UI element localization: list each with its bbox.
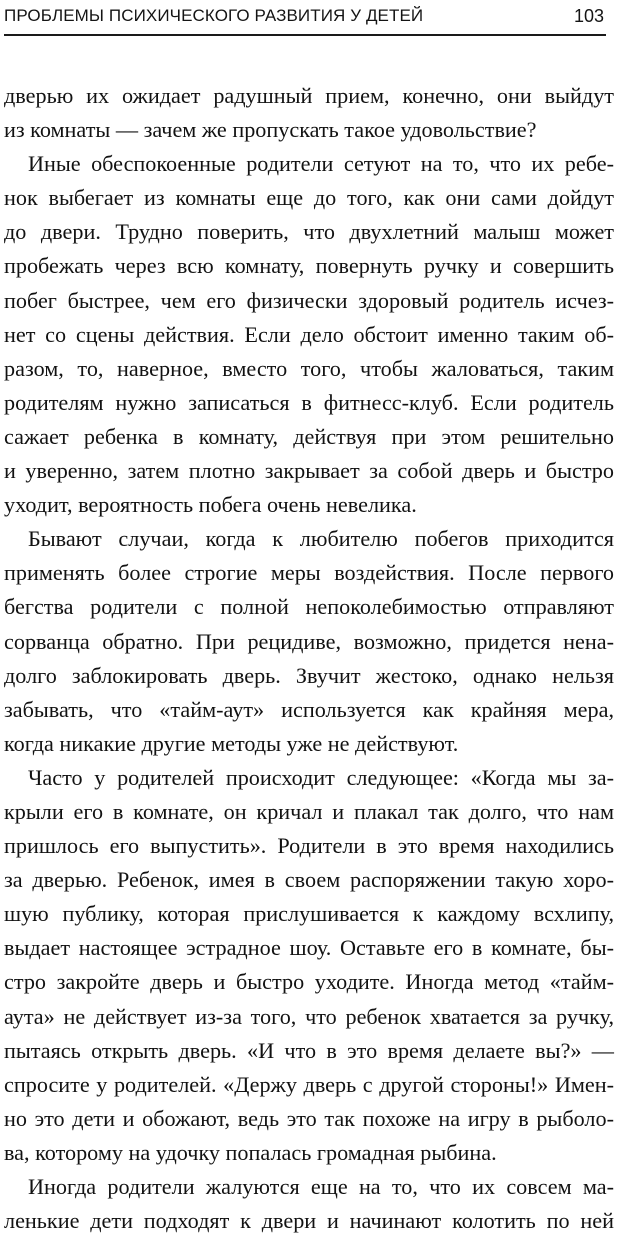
text-line: бегства родители с полной непоколебимостью отправляют (4, 594, 614, 620)
text-line: шую публику, которая прислушивается к каждому всхлипу, (4, 901, 614, 927)
page-number: 103 (573, 6, 604, 26)
text-line: стро закройте дверь и быстро уходите. Иногда метод «тайм- (4, 969, 614, 995)
body-text (4, 79, 614, 1238)
text-line: когда никакие другие методы уже не действуют. (4, 730, 459, 756)
running-head (4, 4, 606, 36)
text-line: ва, которому на удочку попалась громадная рыбина. (4, 1139, 497, 1165)
text-line: пришлось его выпустить». Родители в это время находились (4, 833, 614, 859)
text-line: крыли его в комнате, он кричал и плакал так долго, что нам (4, 798, 614, 824)
text-line: до двери. Трудно поверить, что двухлетний малыш может (4, 219, 614, 245)
text-line: нет со сцены действия. Если дело обстоит именно таким об- (4, 321, 614, 347)
text-line: уходит, вероятность побега очень невелика. (4, 492, 417, 518)
text-line: ленькие дети подходят к двери и начинают колотить по ней (4, 1208, 614, 1234)
text-line: забывать, что «тайм-аут» используется как крайняя мера, (4, 696, 614, 722)
text-line: нок выбегает из комнаты еще до того, как они сами дойдут (4, 185, 614, 211)
running-head-title: ПРОБЛЕМЫ ПСИХИЧЕСКОГО РАЗВИТИЯ У ДЕТЕЙ (4, 6, 424, 25)
text-line: побег быстрее, чем его физически здоровый родитель исчез- (4, 287, 614, 313)
text-line: аута» не действует из-за того, что ребенок хватается за ручку, (4, 1003, 614, 1029)
text-line: родителям нужно записаться в фитнесс-клуб. Если родитель (4, 389, 614, 415)
paragraph-first-line: Иногда родители жалуются еще на то, что их совсем ма- (28, 1174, 614, 1199)
text-line: дверью их ожидает радушный прием, конечно, они выйдут (4, 83, 614, 108)
text-line: долго заблокировать дверь. Звучит жестоко, однако нельзя (4, 662, 614, 688)
text-line: за дверью. Ребенок, имея в своем распоряжении такую хоро- (4, 867, 614, 893)
text-line: применять более строгие меры воздействия. После первого (4, 560, 614, 586)
text-line: из комнаты — зачем же пропускать такое удовольствие? (4, 117, 537, 143)
paragraph-first-line: Часто у родителей происходит следующее: «Когда мы за- (28, 764, 614, 790)
text-line: выдает настоящее эстрадное шоу. Оставьте его в комнате, бы- (4, 935, 614, 961)
text-line: но это дети и обожают, ведь это так похоже на игру в рыболо- (4, 1105, 614, 1131)
text-line: сорванца обратно. При рецидиве, возможно, придется нена- (4, 628, 614, 654)
text-line: и уверенно, затем плотно закрывает за собой дверь и быстро (4, 458, 614, 484)
text-line: сажает ребенка в комнату, действуя при этом решительно (4, 423, 614, 449)
text-line: пробежать через всю комнату, повернуть ручку и совершить (4, 253, 614, 279)
text-line: разом, то, наверное, вместо того, чтобы жаловаться, таким (4, 355, 614, 381)
paragraph-first-line: Бывают случаи, когда к любителю побегов приходится (28, 526, 614, 552)
text-line: пытаясь открыть дверь. «И что в это время делаете вы?» — (4, 1037, 614, 1063)
paragraph-first-line: Иные обеспокоенные родители сетуют на то, что их ребе- (28, 151, 614, 177)
text-line: спросите у родителей. «Держу дверь с другой стороны!» Имен- (4, 1071, 614, 1097)
